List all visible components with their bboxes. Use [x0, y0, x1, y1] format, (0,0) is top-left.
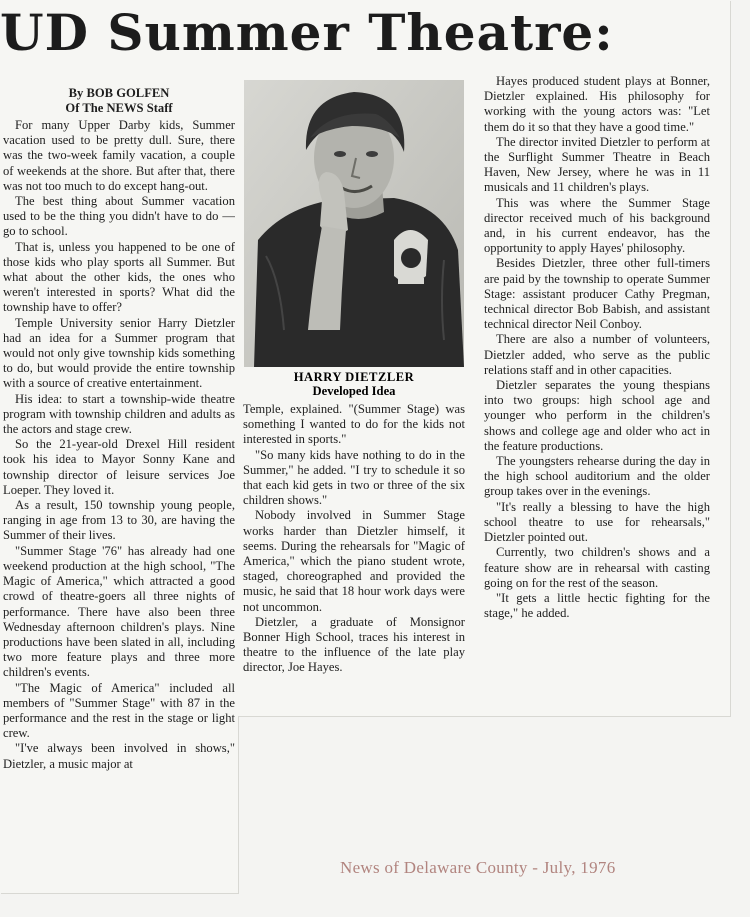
paragraph: "Summer Stage '76" has already had one weekend production at the high school, "The Magic of America," which attracted a good crowd of theatre-goers all three nights of performance. There have also been three Wednesday afternoon children's plays. Nine productions have been slated in all, including two more feature plays and three more children's events.: [3, 543, 235, 680]
paragraph: This was where the Summer Stage director received much of his background and, in his current endeavor, has the opportunity to apply Hayes' philosophy.: [484, 195, 710, 256]
paragraph: His idea: to start a township-wide theatre program with township children and adults as the actors and stage crew.: [3, 391, 235, 437]
caption-name: HARRY DIETZLER: [293, 370, 415, 384]
paragraph: Currently, two children's shows and a feature show are in rehearsal with casting going on for the rest of the season.: [484, 545, 710, 590]
paragraph: That is, unless you happened to be one of those kids who play sports all Summer. But what about the other kids, the ones who weren't interested in sports? What did the township have to offer?: [3, 239, 235, 315]
paragraph: The best thing about Summer vacation used to be the thing you didn't have to do — go to school.: [3, 194, 235, 239]
headline: UD Summer Theatre:: [0, 4, 614, 62]
byline-affiliation: Of The NEWS Staff: [65, 101, 173, 115]
paragraph: Hayes produced student plays at Bonner, Dietzler explained. His philosophy for working with the young actors was: "Let them do it so that they have a good time.": [484, 74, 710, 134]
article-column-1: [3, 78, 235, 890]
paragraph: Dietzler, a graduate of Monsignor Bonner High School, traces his interest in theatre to the influence of the late play director, Joe Hayes.: [243, 614, 465, 675]
paragraph: There are also a number of volunteers, Dietzler added, who serve as the public relations staff and in other capacities.: [484, 332, 710, 377]
paragraph: The director invited Dietzler to perform at the Surflight Summer Theatre in Beach Haven, New Jersey, where he was in 11 musicals and 11 children's plays.: [484, 134, 710, 195]
paragraph: "I've always been involved in shows," Dietzler, a music major at: [3, 741, 235, 771]
paragraph: Temple, explained. "(Summer Stage) was something I wanted to do for the kids not interested in sports.": [243, 402, 465, 447]
caption-subtitle: Developed Idea: [312, 384, 396, 398]
paragraph: "It's really a blessing to have the high school theatre to use for rehearsals," Dietzler pointed out.: [484, 499, 710, 545]
article-column-3: [484, 74, 710, 714]
paragraph: Dietzler separates the young thespians into two groups: high school age and younger who perform in the children's shows and college age and older who act in the feature productions.: [484, 378, 710, 453]
paragraph: Besides Dietzler, three other full-timers are paid by the township to operate Summer Stage: assistant producer Cathy Pregman, technical director Bob Babish, and assistant technical director Neil Conboy.: [484, 256, 710, 332]
paragraph: "The Magic of America" included all members of "Summer Stage" with 87 in the performance and the rest in the stage or light crew.: [3, 680, 235, 741]
paragraph: Nobody involved in Summer Stage works harder than Dietzler himself, it seems. During the rehearsals for "Magic of America," which the piano student wrote, staged, choreographed and provided the music, he said that 18 hour work days were not uncommon.: [243, 508, 465, 614]
paragraph: For many Upper Darby kids, Summer vacation used to be pretty dull. Sure, there was the two-week family vacation, a couple of weekends at the shore. But after that, there was not too much to do except hang-out.: [3, 118, 235, 193]
portrait-illustration: [244, 80, 464, 367]
photo-caption: [244, 370, 464, 399]
paragraph: "It gets a little hectic fighting for the stage," he added.: [484, 590, 710, 621]
paragraph: So the 21-year-old Drexel Hill resident took his idea to Mayor Sonny Kane and township director of leisure services Joe Loeper. They loved it.: [3, 437, 235, 497]
article-column-2: [243, 402, 465, 714]
portrait-photo: [244, 80, 464, 367]
paragraph: As a result, 150 township young people, ranging in age from 13 to 30, are having the Summer of their lives.: [3, 498, 235, 543]
byline-author: By BOB GOLFEN: [68, 86, 170, 100]
paragraph: The youngsters rehearse during the day in the high school auditorium and the older group takes over in the evenings.: [484, 454, 710, 499]
source-annotation: News of Delaware County - July, 1976: [340, 858, 616, 877]
paragraph: Temple University senior Harry Dietzler had an idea for a Summer program that would not only give township kids something to do, but would provide the entire township with a source of creative entertainment.: [3, 315, 235, 391]
paragraph: "So many kids have nothing to do in the Summer," he added. "I try to schedule it so that each kid gets in two or three of the six children shows.": [243, 447, 465, 508]
